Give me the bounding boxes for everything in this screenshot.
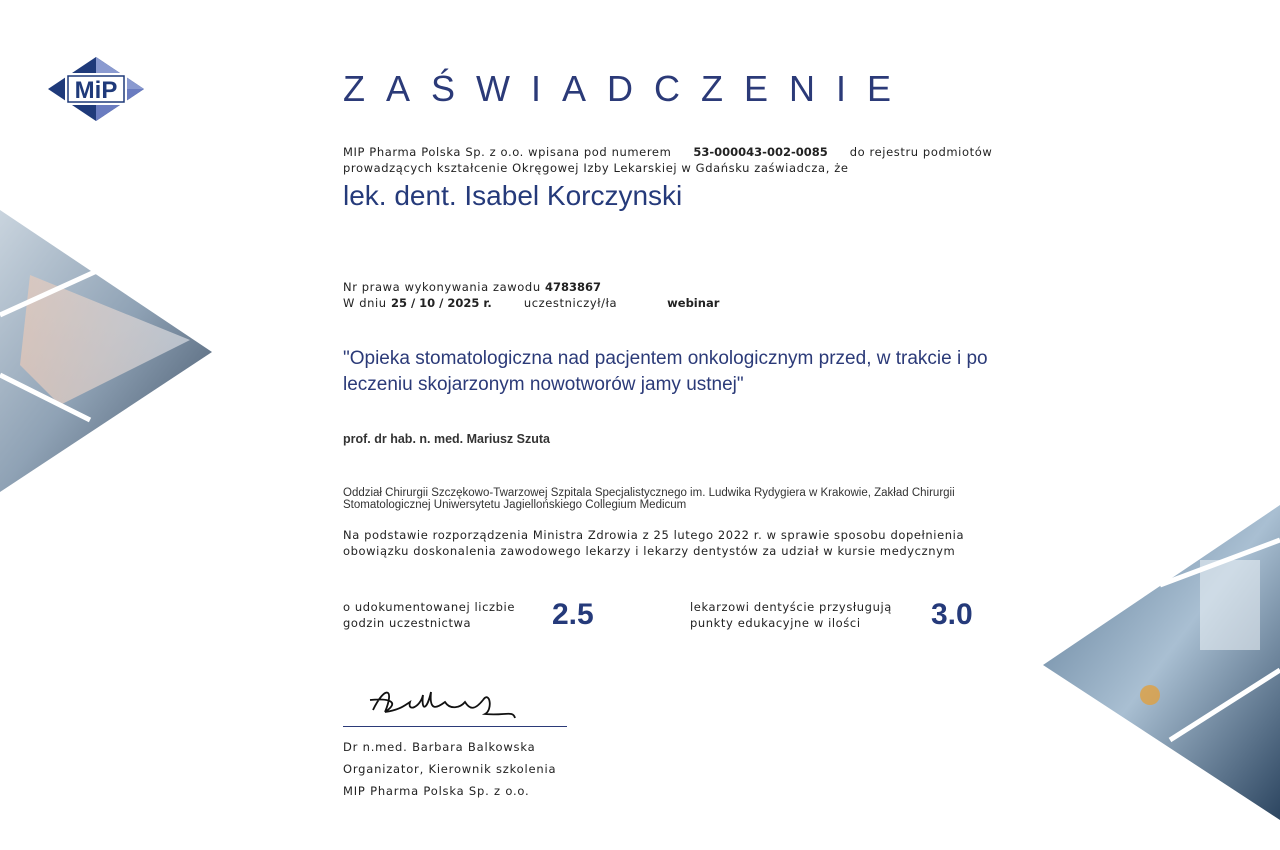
signatory-name: Dr n.med. Barbara Balkowska [343, 740, 536, 754]
hours-value: 2.5 [552, 598, 594, 631]
registry-number: 53-000043-002-0085 [693, 145, 828, 159]
hours-line1: o udokumentowanej liczbie [343, 600, 516, 614]
intro-text [343, 144, 1023, 176]
date-prefix: W dniu [343, 296, 387, 310]
points-value: 3.0 [931, 598, 973, 631]
hours-line2: godzin uczestnictwa [343, 616, 472, 630]
intro-part2: do rejestru podmiotów [849, 145, 993, 159]
signature-image [365, 680, 520, 724]
lecturer: prof. dr hab. n. med. Mariusz Szuta [343, 432, 550, 446]
intro-line2: prowadzących kształcenie Okręgowej Izby Lekarskiej w Gdańsku zaświadcza, że [343, 161, 849, 175]
license-info [343, 279, 719, 311]
points-line2: punkty edukacyjne w ilości [690, 616, 861, 630]
mip-logo [48, 57, 144, 121]
intro-part1: MIP Pharma Polska Sp. z o.o. wpisana pod numerem [343, 145, 672, 159]
participant-name: lek. dent. Isabel Korczynski [343, 180, 683, 211]
license-number: 4783867 [544, 280, 601, 294]
hours-label [343, 599, 515, 631]
event-date: 25 / 10 / 2025 r. [390, 296, 492, 310]
signature-line [343, 726, 567, 727]
certificate-title: ZAŚWIADCZENIE [343, 68, 913, 109]
event-type: webinar [667, 296, 720, 310]
legal-basis-line2: obowiązku doskonalenia zawodowego lekarzy i lekarzy dentystów za udział w kursie medycznym [343, 544, 956, 558]
lab-photo-collage [1040, 500, 1280, 825]
license-label: Nr prawa wykonywania zawodu [343, 280, 541, 294]
institution: Oddział Chirurgii Szczękowo-Twarzowej Szpitala Specjalistycznego im. Ludwika Rydygiera w Krakowie, Zakład Chirurgii Stomatologicznej Uniwersytetu Jagiellońskiego Collegium Medicum [343, 487, 955, 511]
points-line1: lekarzowi dentyście przysługują [690, 600, 892, 614]
signatory-role: Organizator, Kierownik szkolenia [343, 762, 557, 776]
course-topic: "Opieka stomatologiczna nad pacjentem onkologicznym przed, w trakcie i po leczeniu skojarzonym nowotworów jamy ustnej" [343, 348, 988, 395]
signatory-company: MIP Pharma Polska Sp. z o.o. [343, 784, 530, 798]
svg-text:MiP: MiP [74, 77, 118, 104]
legal-basis [343, 527, 964, 559]
points-label [690, 599, 892, 631]
attendance-verb: uczestniczył/ła [523, 296, 618, 310]
legal-basis-line1: Na podstawie rozporządzenia Ministra Zdrowia z 25 lutego 2022 r. w sprawie sposobu dopełnienia [343, 528, 965, 542]
dental-photo-collage [0, 205, 215, 495]
